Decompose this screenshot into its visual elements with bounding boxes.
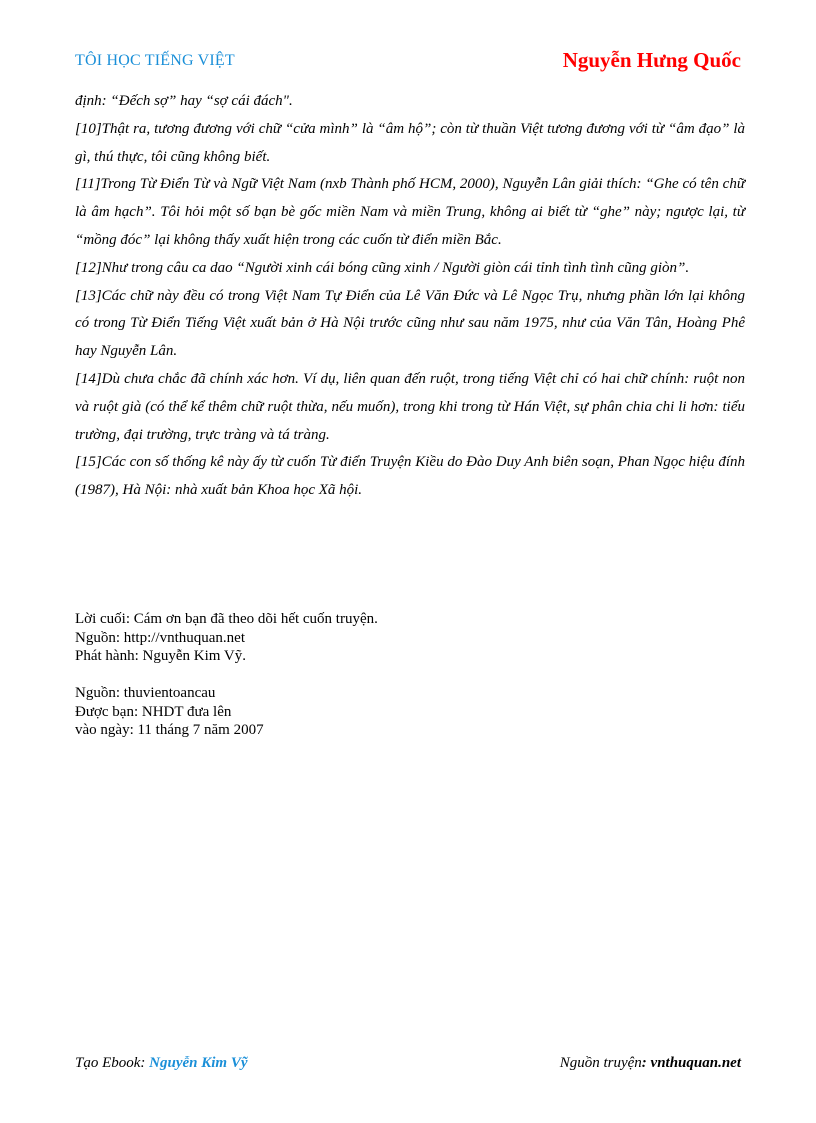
footer-ebook-creator: Nguyễn Kim Vỹ	[149, 1055, 248, 1071]
upload-date: vào ngày: 11 tháng 7 năm 2007	[75, 722, 264, 738]
footnote-13: [13]Các chữ này đều có trong Việt Nam Tự Điển của Lê Văn Đức và Lê Ngọc Trụ, nhưng phần lớn lại không có trong Từ Điển Tiếng Việt xuất bản ở Hà Nội trước cũng như sau năm 1975, như của Văn Tân, Hoàng Phê hay Nguyễn Lân.	[75, 287, 745, 360]
closing-message: Lời cuối: Cám ơn bạn đã theo dõi hết cuốn truyện.	[75, 611, 378, 627]
footnote-continuation: định: “Đếch sợ” hay “sợ cái đách".	[75, 93, 293, 109]
author-name: Nguyễn Hưng Quốc	[562, 48, 741, 72]
footnote-14: [14]Dù chưa chắc đã chính xác hơn. Ví dụ, liên quan đến ruột, trong tiếng Việt chỉ có hai chữ chính: ruột non và ruột già (có thể kể thêm chữ ruột thừa, nếu muốn), trong khi trong từ Hán Việt, sự phân chia chi li hơn: tiểu trường, đại trường, trực tràng và tá tràng.	[75, 370, 745, 443]
footnote-10: [10]Thật ra, tương đương với chữ “cửa mình” là “âm hộ”; còn từ thuần Việt tương đương với từ “âm đạo” là gì, thú thực, tôi cũng không biết.	[75, 120, 745, 165]
footnote-12: [12]Như trong câu ca dao “Người xinh cái bóng cũng xinh / Người giòn cái tỉnh tình tình cũng giòn”.	[75, 259, 690, 276]
publisher: Phát hành: Nguyễn Kim Vỹ.	[75, 648, 246, 664]
footer-ebook-label: Tạo Ebook	[75, 1055, 141, 1071]
footnote-11: [11]Trong Từ Điển Từ và Ngữ Việt Nam (nxb Thành phố HCM, 2000), Nguyễn Lân giải thích: “Ghe có tên chữ là âm hạch”. Tôi hỏi một số bạn bè gốc miền Nam và miền Trung, không ai biết từ “ghe” này; ngược lại, từ “mồng đóc” lại không thấy xuất hiện trong các cuốn từ điển miền Bắc.	[75, 176, 745, 248]
source-url: Nguồn: http://vnthuquan.net	[75, 629, 245, 646]
footer-source-separator: :	[641, 1055, 651, 1071]
footer-source-label: Nguồn truyện	[559, 1055, 642, 1071]
footnotes-section	[75, 88, 745, 505]
book-title: TÔI HỌC TIẾNG VIỆT	[75, 52, 235, 69]
spacer	[75, 666, 378, 685]
footnote-15: [15]Các con số thống kê này ấy từ cuốn Từ điển Truyện Kiều do Đào Duy Anh biên soạn, Phan Ngọc hiệu đính (1987), Hà Nội: nhà xuất bản Khoa học Xã hội.	[75, 454, 745, 499]
footer-source-site: vnthuquan.net	[650, 1055, 741, 1071]
uploader: Được bạn: NHDT đưa lên	[75, 703, 232, 720]
closing-info	[75, 610, 378, 740]
footer-source-credit	[560, 1055, 741, 1072]
footer-ebook-separator: :	[140, 1055, 150, 1071]
footer-ebook-credit	[75, 1055, 248, 1072]
source-origin: Nguồn: thuvientoancau	[75, 685, 216, 701]
